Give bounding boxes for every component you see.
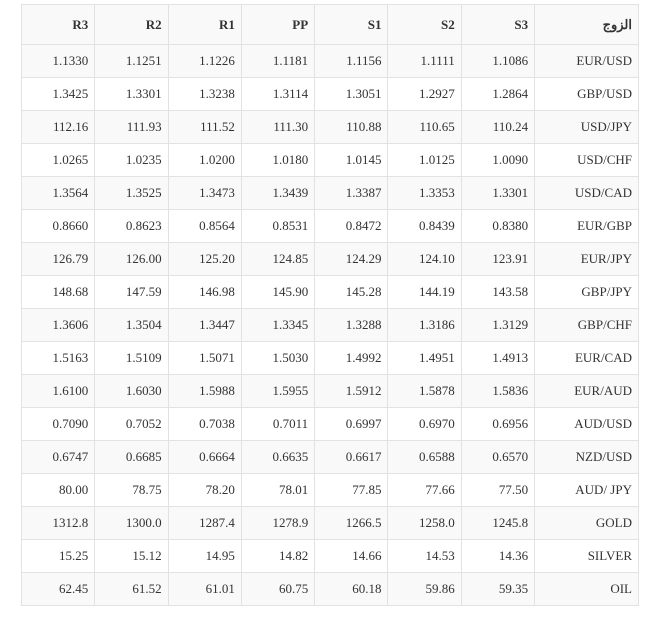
table-cell-pair: USD/CAD [535, 177, 639, 210]
table-cell-r1: 0.8564 [168, 210, 241, 243]
table-cell-pair: GBP/USD [535, 78, 639, 111]
column-header-pp: PP [241, 5, 314, 45]
table-cell-r3: 112.16 [22, 111, 95, 144]
table-cell-pair: GBP/CHF [535, 309, 639, 342]
table-cell-s2: 110.65 [388, 111, 461, 144]
table-cell-pair: EUR/AUD [535, 375, 639, 408]
table-cell-s2: 144.19 [388, 276, 461, 309]
table-cell-r2: 1.3301 [95, 78, 168, 111]
table-cell-s3: 0.6956 [461, 408, 534, 441]
table-cell-r3: 1.6100 [22, 375, 95, 408]
table-cell-s3: 1.3129 [461, 309, 534, 342]
table-cell-s2: 1258.0 [388, 507, 461, 540]
table-cell-pair: EUR/JPY [535, 243, 639, 276]
table-cell-r3: 62.45 [22, 573, 95, 606]
table-cell-r2: 1.3525 [95, 177, 168, 210]
table-cell-pair: AUD/USD [535, 408, 639, 441]
table-row [22, 375, 639, 408]
table-cell-r1: 0.7038 [168, 408, 241, 441]
table-cell-r3: 1.3564 [22, 177, 95, 210]
table-cell-s3: 14.36 [461, 540, 534, 573]
table-cell-s1: 1.4992 [315, 342, 388, 375]
table-cell-r2: 1.5109 [95, 342, 168, 375]
table-cell-s3: 0.8380 [461, 210, 534, 243]
table-row [22, 144, 639, 177]
table-cell-s3: 0.6570 [461, 441, 534, 474]
table-cell-r1: 125.20 [168, 243, 241, 276]
table-cell-r3: 126.79 [22, 243, 95, 276]
table-cell-pair: EUR/USD [535, 45, 639, 78]
table-row [22, 210, 639, 243]
table-cell-s1: 0.6997 [315, 408, 388, 441]
table-cell-r1: 61.01 [168, 573, 241, 606]
table-cell-r1: 1287.4 [168, 507, 241, 540]
table-cell-r1: 1.5071 [168, 342, 241, 375]
table-cell-pp: 78.01 [241, 474, 314, 507]
table-cell-s2: 1.3353 [388, 177, 461, 210]
table-cell-s2: 0.6588 [388, 441, 461, 474]
table-cell-pp: 0.7011 [241, 408, 314, 441]
table-cell-pp: 1.1181 [241, 45, 314, 78]
table-cell-r1: 78.20 [168, 474, 241, 507]
table-cell-pp: 1.5955 [241, 375, 314, 408]
table-cell-r1: 1.3473 [168, 177, 241, 210]
table-row [22, 474, 639, 507]
column-header-s1: S1 [315, 5, 388, 45]
table-cell-s2: 124.10 [388, 243, 461, 276]
table-cell-s3: 1.3301 [461, 177, 534, 210]
table-row [22, 276, 639, 309]
table-cell-pp: 145.90 [241, 276, 314, 309]
table-cell-r2: 147.59 [95, 276, 168, 309]
table-cell-r3: 1312.8 [22, 507, 95, 540]
table-cell-pp: 1278.9 [241, 507, 314, 540]
table-cell-pp: 111.30 [241, 111, 314, 144]
table-cell-r2: 1.1251 [95, 45, 168, 78]
table-cell-pp: 60.75 [241, 573, 314, 606]
table-cell-r2: 1.0235 [95, 144, 168, 177]
table-cell-pp: 0.6635 [241, 441, 314, 474]
table-cell-pp: 1.5030 [241, 342, 314, 375]
table-cell-r1: 146.98 [168, 276, 241, 309]
table-cell-r2: 1300.0 [95, 507, 168, 540]
table-cell-pp: 0.8531 [241, 210, 314, 243]
table-cell-s3: 1.4913 [461, 342, 534, 375]
column-header-s2: S2 [388, 5, 461, 45]
table-cell-r3: 0.7090 [22, 408, 95, 441]
column-header-pair: الزوج [535, 5, 639, 45]
table-cell-r2: 1.6030 [95, 375, 168, 408]
table-cell-r1: 1.3238 [168, 78, 241, 111]
table-row [22, 441, 639, 474]
table-cell-s3: 77.50 [461, 474, 534, 507]
table-cell-pair: AUD/ JPY [535, 474, 639, 507]
pivot-points-table [21, 4, 639, 606]
table-cell-s3: 143.58 [461, 276, 534, 309]
table-row [22, 540, 639, 573]
table-cell-s2: 1.0125 [388, 144, 461, 177]
table-cell-pp: 124.85 [241, 243, 314, 276]
table-cell-r3: 0.8660 [22, 210, 95, 243]
table-cell-s3: 1.1086 [461, 45, 534, 78]
table-cell-pp: 1.3439 [241, 177, 314, 210]
table-row [22, 342, 639, 375]
table-cell-r3: 0.6747 [22, 441, 95, 474]
table-cell-s1: 1.3387 [315, 177, 388, 210]
table-cell-r3: 1.3425 [22, 78, 95, 111]
table-cell-s1: 1.5912 [315, 375, 388, 408]
table-cell-r3: 1.3606 [22, 309, 95, 342]
table-cell-r3: 1.1330 [22, 45, 95, 78]
table-cell-s2: 1.1111 [388, 45, 461, 78]
table-cell-s2: 14.53 [388, 540, 461, 573]
table-cell-r2: 61.52 [95, 573, 168, 606]
table-cell-pair: NZD/USD [535, 441, 639, 474]
table-cell-s3: 1.5836 [461, 375, 534, 408]
column-header-r1: R1 [168, 5, 241, 45]
table-cell-r3: 1.5163 [22, 342, 95, 375]
table-cell-pp: 1.3345 [241, 309, 314, 342]
table-cell-s2: 0.8439 [388, 210, 461, 243]
table-cell-s1: 77.85 [315, 474, 388, 507]
table-cell-s3: 1.0090 [461, 144, 534, 177]
table-cell-r2: 78.75 [95, 474, 168, 507]
table-cell-s1: 1.3051 [315, 78, 388, 111]
table-cell-r1: 0.6664 [168, 441, 241, 474]
table-cell-pair: EUR/CAD [535, 342, 639, 375]
table-cell-r2: 111.93 [95, 111, 168, 144]
table-cell-r2: 0.7052 [95, 408, 168, 441]
table-cell-r3: 15.25 [22, 540, 95, 573]
table-cell-s2: 77.66 [388, 474, 461, 507]
table-cell-r2: 15.12 [95, 540, 168, 573]
table-cell-pair: USD/CHF [535, 144, 639, 177]
table-cell-s1: 60.18 [315, 573, 388, 606]
table-cell-r2: 1.3504 [95, 309, 168, 342]
header-row [22, 5, 639, 45]
table-cell-s2: 1.2927 [388, 78, 461, 111]
table-cell-r3: 1.0265 [22, 144, 95, 177]
table-cell-r1: 1.0200 [168, 144, 241, 177]
table-cell-pair: SILVER [535, 540, 639, 573]
table-cell-r1: 1.3447 [168, 309, 241, 342]
table-row [22, 45, 639, 78]
table-row [22, 507, 639, 540]
table-cell-s3: 1.2864 [461, 78, 534, 111]
table-cell-s1: 14.66 [315, 540, 388, 573]
table-cell-s2: 1.4951 [388, 342, 461, 375]
table-cell-s2: 1.5878 [388, 375, 461, 408]
table-cell-s1: 110.88 [315, 111, 388, 144]
table-cell-pair: USD/JPY [535, 111, 639, 144]
pivot-points-table-container [21, 4, 639, 606]
table-cell-s1: 0.8472 [315, 210, 388, 243]
table-cell-s2: 0.6970 [388, 408, 461, 441]
table-cell-r1: 14.95 [168, 540, 241, 573]
table-cell-r2: 0.6685 [95, 441, 168, 474]
table-row [22, 177, 639, 210]
column-header-r3: R3 [22, 5, 95, 45]
table-cell-pair: OIL [535, 573, 639, 606]
table-cell-pp: 1.0180 [241, 144, 314, 177]
table-cell-s1: 1.1156 [315, 45, 388, 78]
table-cell-s1: 1.0145 [315, 144, 388, 177]
column-header-s3: S3 [461, 5, 534, 45]
table-row [22, 309, 639, 342]
table-row [22, 111, 639, 144]
table-cell-pair: GBP/JPY [535, 276, 639, 309]
table-row [22, 243, 639, 276]
table-cell-r1: 1.5988 [168, 375, 241, 408]
table-cell-s3: 59.35 [461, 573, 534, 606]
table-cell-s2: 1.3186 [388, 309, 461, 342]
table-cell-s3: 1245.8 [461, 507, 534, 540]
table-body [22, 45, 639, 606]
table-cell-r1: 111.52 [168, 111, 241, 144]
table-cell-s1: 124.29 [315, 243, 388, 276]
table-cell-r3: 80.00 [22, 474, 95, 507]
column-header-r2: R2 [95, 5, 168, 45]
table-cell-s1: 0.6617 [315, 441, 388, 474]
table-cell-pair: EUR/GBP [535, 210, 639, 243]
table-cell-r3: 148.68 [22, 276, 95, 309]
table-row [22, 78, 639, 111]
table-cell-s1: 1.3288 [315, 309, 388, 342]
table-cell-s2: 59.86 [388, 573, 461, 606]
table-cell-pair: GOLD [535, 507, 639, 540]
table-cell-s1: 1266.5 [315, 507, 388, 540]
table-row [22, 573, 639, 606]
table-cell-pp: 1.3114 [241, 78, 314, 111]
table-row [22, 408, 639, 441]
table-cell-s3: 110.24 [461, 111, 534, 144]
table-header [22, 5, 639, 45]
table-cell-r2: 126.00 [95, 243, 168, 276]
table-cell-r2: 0.8623 [95, 210, 168, 243]
table-cell-pp: 14.82 [241, 540, 314, 573]
table-cell-r1: 1.1226 [168, 45, 241, 78]
table-cell-s1: 145.28 [315, 276, 388, 309]
table-cell-s3: 123.91 [461, 243, 534, 276]
